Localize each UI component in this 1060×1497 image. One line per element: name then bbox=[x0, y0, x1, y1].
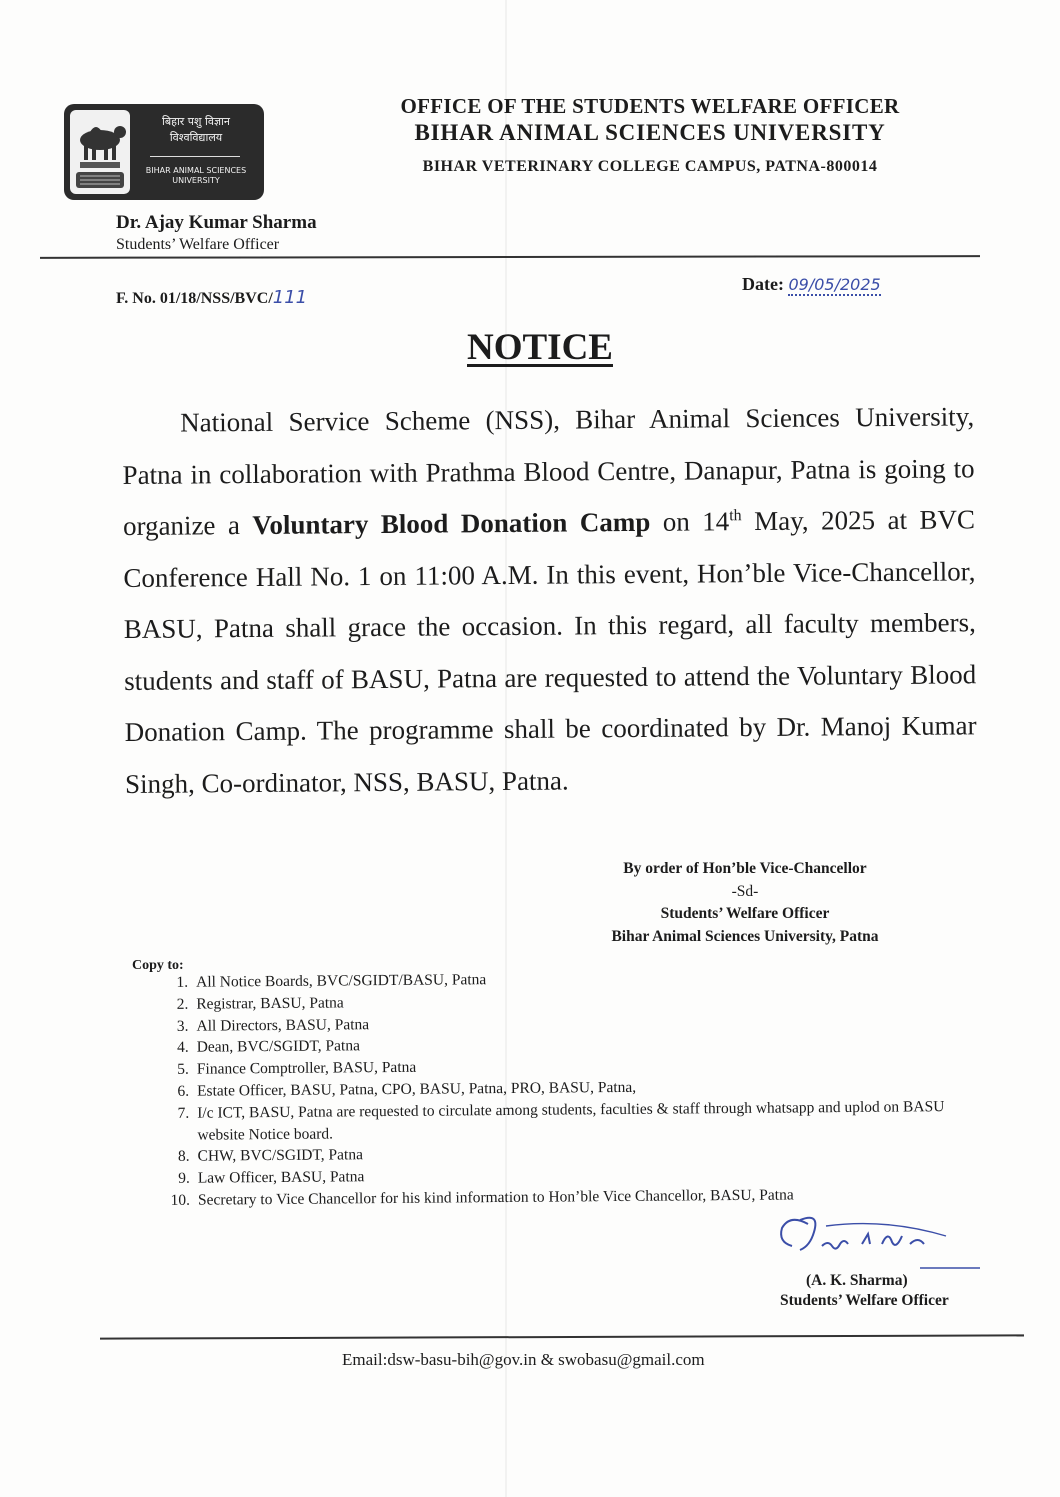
list-item: 7. I/c ICT, BASU, Patna are requested to circulate among students, faculties & staff through whatsapp and uplod on BASU website Notice board. bbox=[177, 1097, 945, 1144]
logo-english-text: BIHAR ANIMAL SCIENCES UNIVERSITY bbox=[145, 166, 247, 185]
list-item: 1. All Notice Boards, BVC/SGIDT/BASU, Patna bbox=[176, 971, 487, 991]
footer-email: Email:dsw-basu-bih@gov.in & swobasu@gmail.com bbox=[342, 1350, 705, 1369]
notice-title: NOTICE bbox=[467, 327, 613, 368]
copy-to-list bbox=[160, 965, 982, 1212]
order-line-3: Students’ Welfare Officer bbox=[660, 905, 830, 922]
list-item: 5. Finance Comptroller, BASU, Patna bbox=[177, 1058, 417, 1079]
university-heading: BIHAR ANIMAL SCIENCES UNIVERSITY bbox=[414, 120, 886, 145]
list-item: 3. All Directors, BASU, Patna bbox=[176, 1015, 370, 1035]
order-line-4: Bihar Animal Sciences University, Patna bbox=[611, 927, 879, 945]
date-superscript: th bbox=[729, 507, 742, 525]
logo-divider bbox=[150, 156, 240, 157]
file-number bbox=[116, 287, 307, 308]
header-rule bbox=[40, 255, 980, 259]
list-item: 9. Law Officer, BASU, Patna bbox=[178, 1168, 365, 1188]
list-item: 6. Estate Officer, BASU, Patna, CPO, BASU, Patna, PRO, BASU, Patna, bbox=[177, 1078, 637, 1100]
event-name: Voluntary Blood Donation Camp bbox=[252, 506, 651, 540]
logo-hindi-text: बिहार पशु विज्ञान विश्वविद्यालय bbox=[161, 115, 230, 144]
notice-paragraph bbox=[122, 391, 977, 810]
order-block bbox=[560, 858, 930, 948]
file-number-handwritten: 111 bbox=[272, 287, 308, 308]
footer-rule bbox=[100, 1334, 1024, 1339]
order-line-1: By order of Hon’ble Vice-Chancellor bbox=[623, 860, 867, 877]
notice-body bbox=[122, 391, 977, 810]
notice-text-part-2: on 14 bbox=[650, 506, 730, 537]
date-label: Date: bbox=[742, 274, 789, 294]
signature-name: (A. K. Sharma) bbox=[806, 1272, 908, 1289]
notice-text-part-3: May, 2025 at BVC Conference Hall No. 1 on 11:00 A.M. In this event, Hon’ble Vice-Chancellor, BASU, Patna shall grace the occasion. In this regard, all faculty members, students and staff of BASU, Patna are requested to attend the Voluntary Blood Donation Camp. The programme shall be coordinated by Dr. Manoj Kumar Singh, Co-ordinator, NSS, BASU, Patna. bbox=[123, 504, 977, 799]
bull-emblem-icon bbox=[70, 110, 130, 194]
list-item: 4. Dean, BVC/SGIDT, Patna bbox=[176, 1037, 361, 1057]
list-item: 2. Registrar, BASU, Patna bbox=[176, 994, 344, 1013]
signatory-name: Dr. Ajay Kumar Sharma bbox=[116, 212, 317, 233]
campus-heading: BIHAR VETERINARY COLLEGE CAMPUS, PATNA-800014 bbox=[422, 158, 878, 175]
list-item: 10. Secretary to Vice Chancellor for his kind information to Hon’ble Vice Chancellor, BASU, Patna bbox=[170, 1186, 794, 1209]
signatory-title: Students’ Welfare Officer bbox=[116, 236, 280, 253]
date-handwritten: 09/05/2025 bbox=[788, 275, 881, 294]
file-number-label: F. No. 01/18/NSS/BVC/ bbox=[116, 290, 273, 307]
signature-title: Students’ Welfare Officer bbox=[780, 1292, 949, 1309]
handwritten-signature bbox=[770, 1206, 990, 1276]
list-item: 8. CHW, BVC/SGIDT, Patna bbox=[177, 1146, 364, 1166]
office-heading: OFFICE OF THE STUDENTS WELFARE OFFICER bbox=[400, 94, 900, 118]
order-line-sd: -Sd- bbox=[731, 882, 759, 900]
notice-text-part-1: National Service Scheme (NSS), Bihar Animal Sciences University, Patna in collaboration with Prathma Blood Centre, Danapur, Patna is going to organize a bbox=[122, 401, 975, 541]
copy-to-label: Copy to: bbox=[132, 958, 184, 973]
university-logo bbox=[64, 104, 264, 200]
notice-date bbox=[742, 274, 881, 295]
